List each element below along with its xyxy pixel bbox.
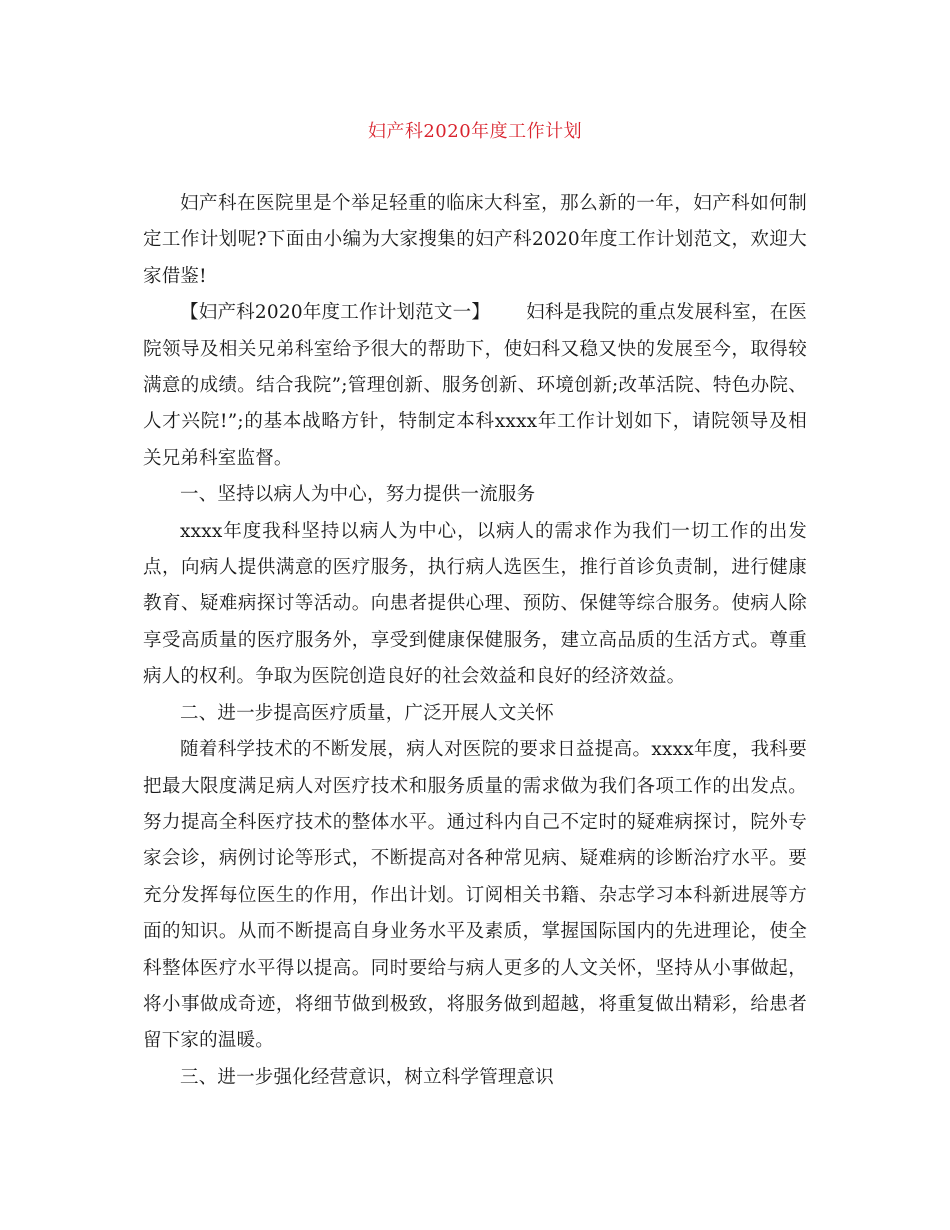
intro-paragraph: 妇产科在医院里是个举足轻重的临床大科室，那么新的一年，妇产科如何制定工作计划呢?下面由小编为大家搜集的妇产科2020年度工作计划范文，欢迎大家借鉴!	[143, 193, 807, 287]
paragraph-1: xxxx年度我科坚持以病人为中心，以病人的需求作为我们一切工作的出发点，向病人提供满意的医疗服务，执行病人选医生，推行首诊负责制，进行健康教育、疑难病探讨等活动。向患者提供心理、预防、保健等综合服务。使病人除享受高质量的医疗服务外，享受到健康保健服务，建立高品质的生活方式。尊重病人的权利。争取为医院创造良好的社会效益和良好的经济效益。	[143, 520, 807, 688]
document-title: 妇产科2020年度工作计划	[367, 121, 583, 142]
heading-3: 三、进一步强化经营意识，树立科学管理意识	[180, 1066, 555, 1088]
section-label: 【妇产科2020年度工作计划范文一】	[180, 302, 491, 324]
paragraph-2: 随着科学技术的不断发展，病人对医院的要求日益提高。xxxx年度，我科要把最大限度满足病人对医疗技术和服务质量的需求做为我们各项工作的出发点。努力提高全科医疗技术的整体水平。通过科内自己不定时的疑难病探讨，院外专家会诊，病例讨论等形式，不断提高对各种常见病、疑难病的诊断治疗水平。要充分发挥每位医生的作用，作出计划。订阅相关书籍、杂志学习本科新进展等方面的知识。从而不断提高自身业务水平及素质，掌握国际国内的先进理论，使全科整体医疗水平得以提高。同时要给与病人更多的人文关怀，坚持从小事做起，将小事做成奇迹，将细节做到极致，将服务做到超越，将重复做出精彩，给患者留下家的温暖。	[143, 739, 807, 1052]
heading-1: 一、坚持以病人为中心，努力提供一流服务	[180, 484, 536, 506]
section-body: 妇科是我院的重点发展科室，在医院领导及相关兄弟科室给予很大的帮助下，使妇科又稳又快的发展至今，取得较满意的成绩。结合我院”;管理创新、服务创新、环境创新;改革活院、特色办院、人才兴院!”;的基本战略方针，特制定本科xxxx年工作计划如下，请院领导及相关兄弟科室监督。	[143, 302, 807, 469]
section-one-paragraph	[143, 295, 807, 477]
heading-2: 二、进一步提高医疗质量，广泛开展人文关怀	[180, 702, 555, 724]
